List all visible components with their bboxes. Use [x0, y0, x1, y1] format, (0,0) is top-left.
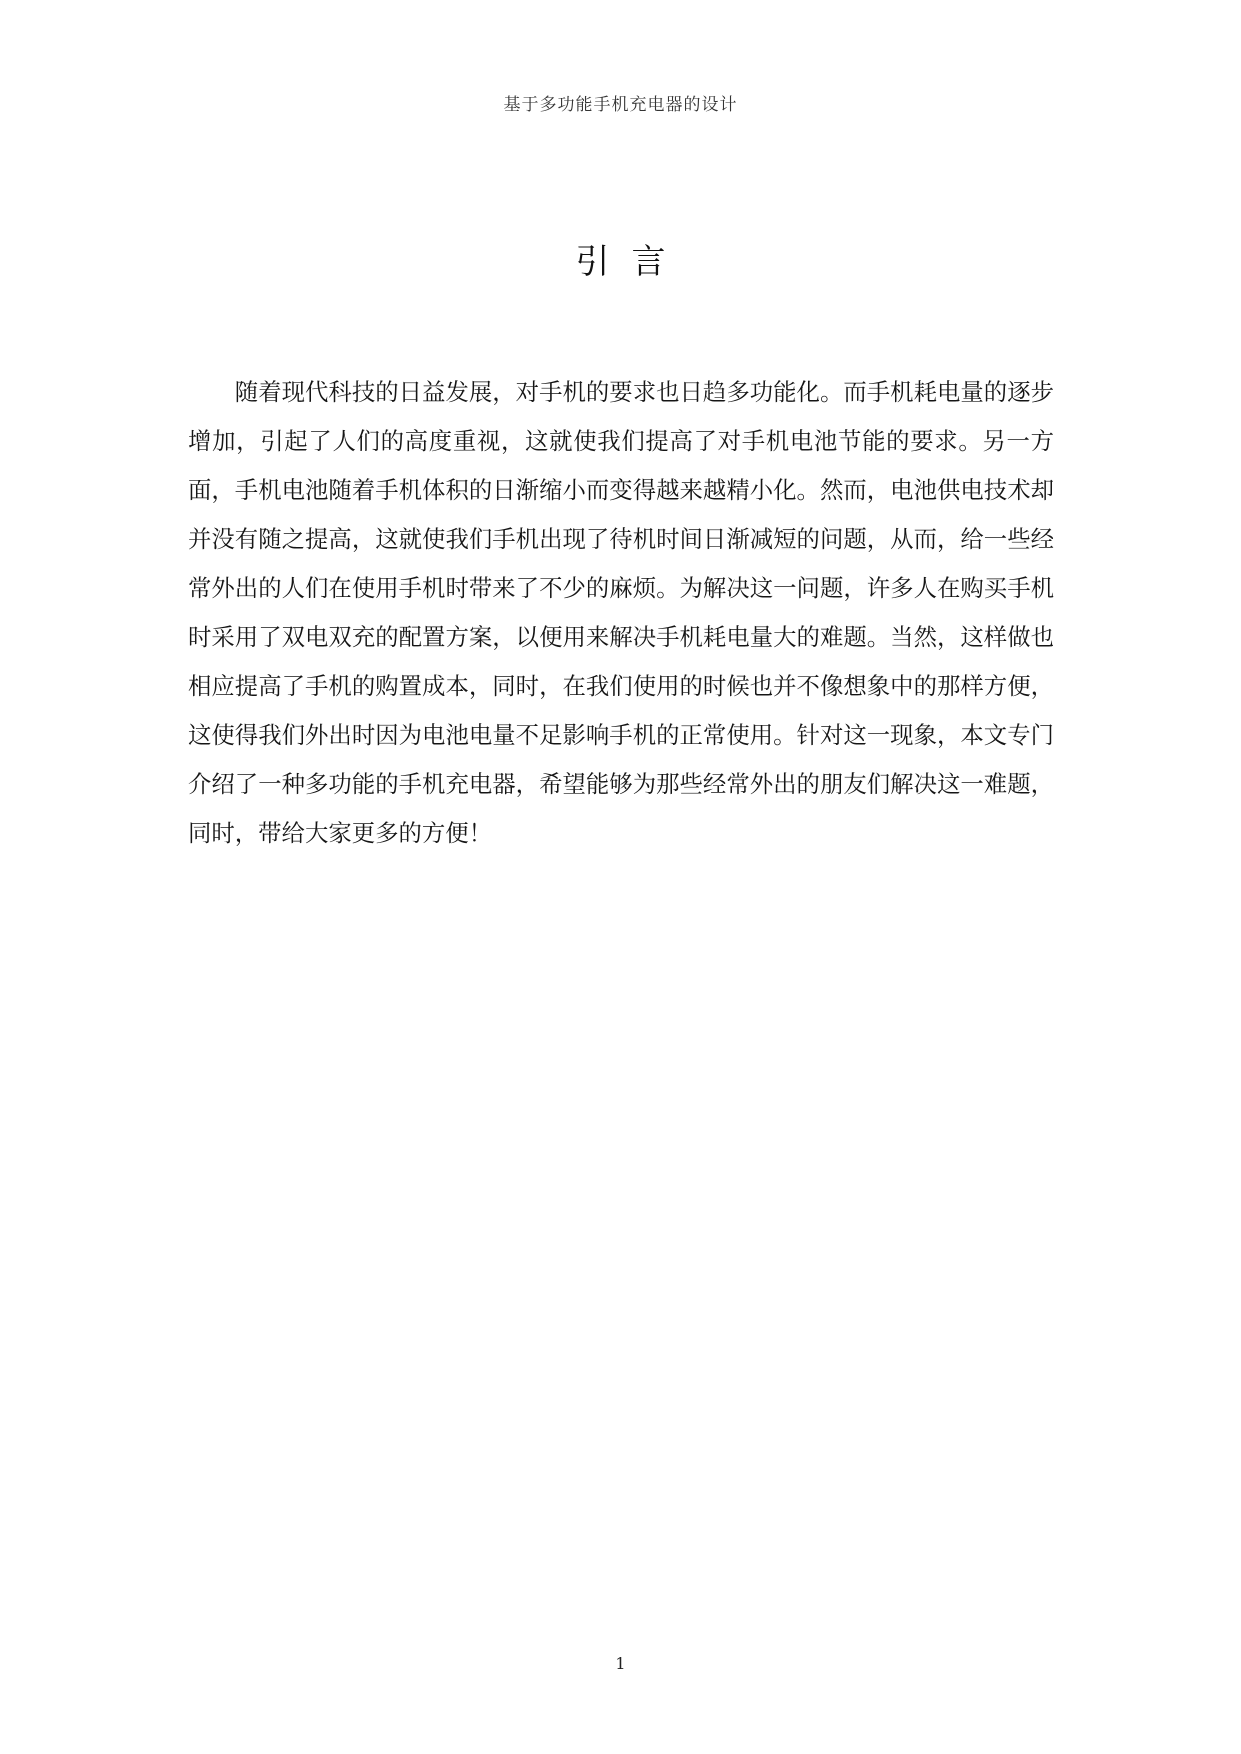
section-title: 引言	[575, 242, 688, 282]
body-paragraph: 随着现代科技的日益发展，对手机的要求也日趋多功能化。而手机耗电量的逐步增加，引起了人们的高度重视，这就使我们提高了对手机电池节能的要求。另一方面，手机电池随着手机体积的日渐缩小而变得越来越精小化。然而，电池供电技术却并没有随之提高，这就使我们手机出现了待机时间日渐减短的问题，从而，给一些经常外出的人们在使用手机时带来了不少的麻烦。为解决这一问题，许多人在购买手机时采用了双电双充的配置方案，以便用来解决手机耗电量大的难题。当然，这样做也相应提高了手机的购置成本，同时，在我们使用的时候也并不像想象中的那样方便，这使得我们外出时因为电池电量不足影响手机的正常使用。针对这一现象，本文专门介绍了一种多功能的手机充电器，希望能够为那些经常外出的朋友们解决这一难题，同时，带给大家更多的方便！	[188, 378, 1054, 847]
running-header: 基于多功能手机充电器的设计	[503, 95, 738, 115]
page-number: 1	[615, 1654, 626, 1673]
header-divider	[188, 122, 1054, 123]
